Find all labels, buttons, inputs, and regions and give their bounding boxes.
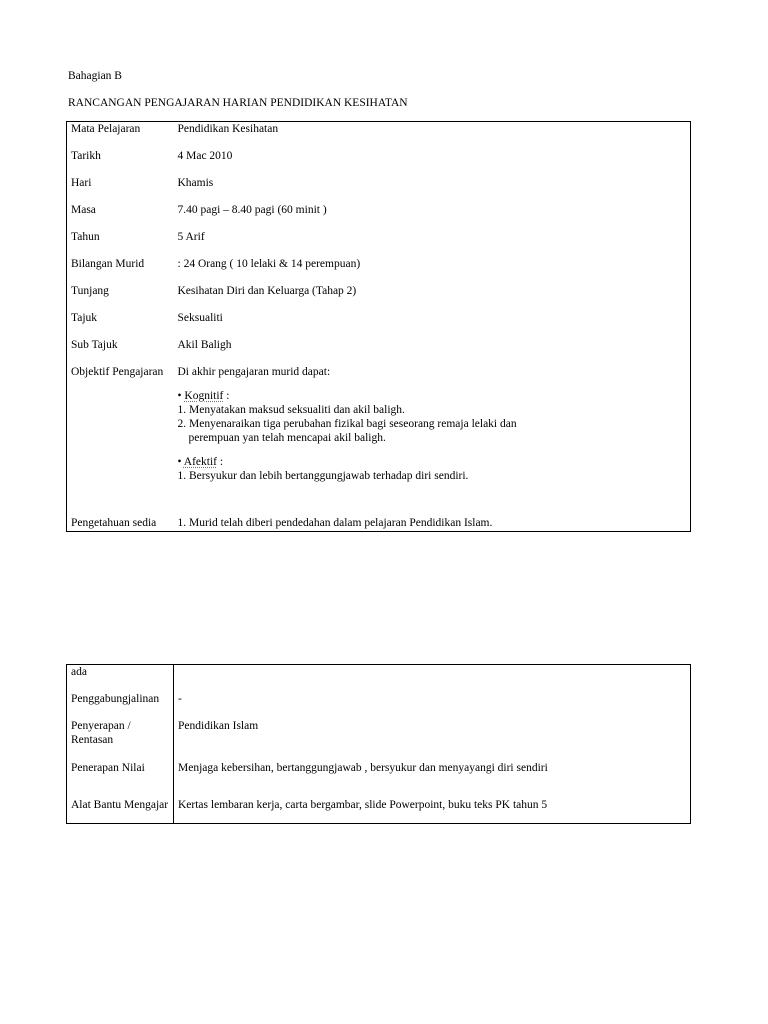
objective-intro: Di akhir pengajaran murid dapat:	[177, 365, 331, 378]
row-label	[67, 719, 174, 761]
table-row	[67, 311, 691, 338]
afektif-colon: :	[217, 455, 224, 468]
lesson-plan-table-2	[66, 664, 691, 824]
objective-content	[174, 365, 691, 516]
table-row	[67, 122, 691, 149]
row-label: Alat Bantu Mengajar	[67, 798, 174, 824]
table-row	[67, 257, 691, 284]
row-label: Tunjang	[71, 284, 109, 297]
kognitif-title: Kognitif	[184, 389, 224, 402]
table-row	[67, 230, 691, 257]
row-label: Mata Pelajaran	[71, 123, 141, 135]
row-label-line-1: Penyerapan /	[71, 719, 131, 732]
table-row	[67, 284, 691, 311]
kognitif-colon: :	[223, 389, 230, 402]
kognitif-item-1: 1. Menyatakan maksud seksualiti dan akil baligh.	[177, 403, 405, 416]
row-label: Sub Tajuk	[71, 338, 118, 351]
table-row	[67, 761, 691, 798]
prior-knowledge-row	[67, 516, 691, 532]
row-value: Menjaga kebersihan, bertanggungjawab , bersyukur dan menyayangi diri sendiri	[178, 761, 548, 774]
objective-label: Objektif Pengajaran	[71, 365, 164, 378]
table-row	[67, 798, 691, 824]
objective-row	[67, 365, 691, 516]
afektif-item-1: 1. Bersyukur dan lebih bertanggungjawab terhadap diri sendiri.	[177, 469, 469, 482]
row-label: Tajuk	[71, 311, 98, 324]
row-value: -	[178, 692, 182, 705]
kognitif-heading	[178, 389, 691, 403]
table-row	[67, 665, 691, 692]
row-value: Pendidikan Islam	[178, 719, 259, 732]
bullet-icon: •	[177, 389, 182, 402]
row-label: Bilangan Murid	[71, 257, 145, 270]
bullet-icon: •	[177, 455, 182, 468]
row-value: Kertas lembaran kerja, carta bergambar, slide Powerpoint, buku teks PK tahun 5	[178, 798, 548, 811]
row-value: 7.40 pagi – 8.40 pagi (60 minit )	[177, 203, 327, 216]
table-row	[67, 149, 691, 176]
row-value: Seksualiti	[177, 311, 223, 324]
table-row	[67, 338, 691, 365]
row-label: Penggabungjalinan	[67, 692, 174, 719]
row-label: Tarikh	[71, 149, 101, 162]
afektif-title: Afektif	[183, 455, 217, 468]
continued-label: ada	[67, 665, 174, 692]
table-row	[67, 692, 691, 719]
lesson-plan-table-1	[66, 121, 691, 532]
prior-knowledge-value: 1. Murid telah diberi pendedahan dalam pelajaran Pendidikan Islam.	[177, 516, 493, 529]
table-row	[67, 176, 691, 203]
row-label: Masa	[71, 203, 96, 216]
row-label: Penerapan Nilai	[67, 761, 174, 798]
row-value: 5 Arif	[177, 230, 205, 243]
row-value: Pendidikan Kesihatan	[177, 123, 279, 135]
row-value: Akil Baligh	[177, 338, 232, 351]
section-label: Bahagian B	[68, 70, 122, 82]
table-row	[67, 719, 691, 761]
kognitif-item-2: 2. Menyenaraikan tiga perubahan fizikal bagi seseorang remaja lelaki dan	[177, 417, 517, 430]
row-value: Khamis	[177, 176, 214, 189]
row-label-line-2: Rentasan	[71, 733, 114, 746]
row-label: Tahun	[71, 230, 100, 243]
row-value: 4 Mac 2010	[177, 149, 233, 162]
kognitif-item-2-cont: perempuan yan telah mencapai akil baligh.	[188, 431, 386, 444]
table-row	[67, 203, 691, 230]
prior-knowledge-label: Pengetahuan sedia	[71, 516, 157, 529]
document-title: RANCANGAN PENGAJARAN HARIAN PENDIDIKAN KESIHATAN	[68, 97, 408, 109]
row-value: Kesihatan Diri dan Keluarga (Tahap 2)	[177, 284, 357, 297]
afektif-heading	[178, 455, 691, 469]
row-label: Hari	[71, 176, 92, 189]
row-value: : 24 Orang ( 10 lelaki & 14 perempuan)	[177, 257, 361, 270]
